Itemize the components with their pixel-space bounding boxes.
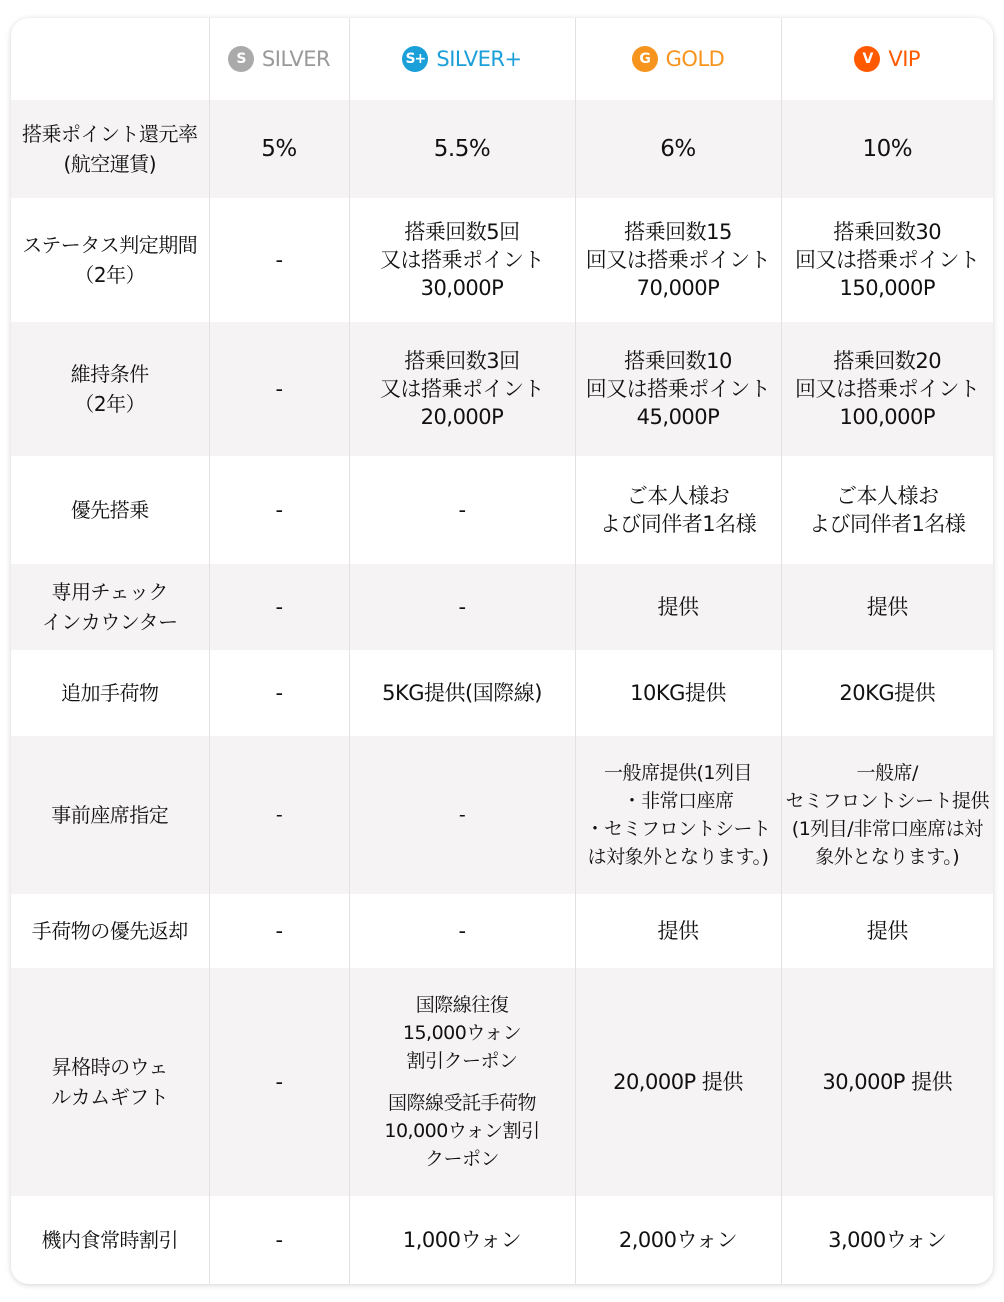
text-line: 70,000P bbox=[636, 276, 720, 300]
cell-silver-plus bbox=[349, 894, 575, 968]
text-line: 手荷物の優先返却 bbox=[31, 919, 188, 943]
cell-gold bbox=[575, 650, 781, 736]
text-line: ご本人様お bbox=[836, 484, 939, 508]
text-line: - bbox=[275, 1070, 283, 1094]
text-line: 5.5% bbox=[433, 136, 491, 162]
silver-plus-tier-badge-icon: S+ bbox=[402, 46, 428, 72]
cell-vip bbox=[781, 894, 993, 968]
text-line: - bbox=[275, 681, 283, 705]
text-line: （2年） bbox=[74, 263, 146, 287]
cell-silver bbox=[209, 198, 349, 322]
text-line: 国際線受託手荷物 bbox=[387, 1092, 536, 1114]
text-line: 1,000ウォン bbox=[402, 1228, 522, 1252]
cell-vip bbox=[781, 968, 993, 1196]
text-line: 搭乗回数30 bbox=[833, 220, 942, 244]
cell-silver-plus bbox=[349, 456, 575, 564]
text-line: 象外となります。) bbox=[815, 846, 960, 868]
cell-silver bbox=[209, 894, 349, 968]
row-boarding-point-rate bbox=[11, 100, 993, 198]
cell-silver-plus bbox=[349, 564, 575, 650]
text-line: - bbox=[275, 248, 283, 272]
text-line: 機内食常時割引 bbox=[41, 1228, 178, 1252]
text-line: インカウンター bbox=[41, 610, 178, 634]
text-line: 6% bbox=[660, 136, 696, 162]
text-line: 45,000P bbox=[636, 405, 720, 429]
text-line: 提供 bbox=[866, 595, 908, 619]
text-line: （2年） bbox=[74, 392, 146, 416]
text-line: 30,000P 提供 bbox=[822, 1070, 953, 1094]
text-line: - bbox=[275, 498, 283, 522]
text-line: - bbox=[458, 498, 466, 522]
tier-name: SILVER bbox=[261, 47, 331, 71]
row-priority-boarding bbox=[11, 456, 993, 564]
cell-gold bbox=[575, 322, 781, 456]
text-line: 提供 bbox=[657, 919, 699, 943]
text-line: 100,000P bbox=[839, 405, 935, 429]
cell-gold bbox=[575, 968, 781, 1196]
tier-benefits-table bbox=[11, 18, 993, 1284]
text-line: 10KG提供 bbox=[630, 681, 726, 705]
cell-gold bbox=[575, 198, 781, 322]
text-line: 5% bbox=[261, 136, 297, 162]
tier-name: GOLD bbox=[665, 47, 725, 71]
text-line: 追加手荷物 bbox=[61, 681, 159, 705]
gift-coupon-round-trip bbox=[354, 991, 571, 1075]
text-line: は対象外となります。) bbox=[587, 846, 769, 868]
text-line: 搭乗ポイント還元率 bbox=[22, 122, 198, 146]
tier-header-row bbox=[11, 18, 993, 100]
cell-gold bbox=[575, 736, 781, 894]
row-label bbox=[11, 650, 209, 736]
cell-gold bbox=[575, 100, 781, 198]
row-extra-baggage bbox=[11, 650, 993, 736]
text-line: 3,000ウォン bbox=[828, 1228, 947, 1252]
text-line: 回又は搭乗ポイント bbox=[795, 248, 980, 272]
text-line: 昇格時のウェ bbox=[51, 1055, 168, 1079]
cell-vip bbox=[781, 1196, 993, 1284]
row-label bbox=[11, 456, 209, 564]
text-line: ご本人様お bbox=[626, 484, 730, 508]
text-line: 提供 bbox=[657, 595, 699, 619]
text-line: 20,000P bbox=[420, 405, 504, 429]
text-line: 一般席提供(1列目 bbox=[603, 762, 752, 784]
row-label bbox=[11, 322, 209, 456]
text-line: 搭乗回数15 bbox=[624, 220, 732, 244]
text-line: 30,000P bbox=[420, 276, 504, 300]
text-line: 20KG提供 bbox=[839, 681, 936, 705]
cell-silver-plus bbox=[349, 198, 575, 322]
cell-silver bbox=[209, 322, 349, 456]
cell-gold bbox=[575, 456, 781, 564]
cell-vip bbox=[781, 322, 993, 456]
cell-silver bbox=[209, 736, 349, 894]
text-line: 10,000ウォン割引 bbox=[384, 1120, 540, 1142]
text-line: 回又は搭乗ポイント bbox=[585, 248, 771, 272]
text-line: 15,000ウォン bbox=[402, 1022, 522, 1044]
row-status-period bbox=[11, 198, 993, 322]
silver-tier-badge-icon: S bbox=[228, 46, 254, 72]
text-line: - bbox=[275, 595, 283, 619]
cell-vip bbox=[781, 736, 993, 894]
text-line: 搭乗回数5回 bbox=[404, 220, 520, 244]
text-line: 搭乗回数3回 bbox=[404, 349, 520, 373]
cell-vip bbox=[781, 198, 993, 322]
row-maintenance-condition bbox=[11, 322, 993, 456]
cell-silver-plus bbox=[349, 100, 575, 198]
row-seat-selection bbox=[11, 736, 993, 894]
text-line: 又は搭乗ポイント bbox=[380, 377, 544, 401]
cell-vip bbox=[781, 650, 993, 736]
row-inflight-meal-discount bbox=[11, 1196, 993, 1284]
text-line: 2,000ウォン bbox=[618, 1228, 738, 1252]
text-line: よび同伴者1名様 bbox=[599, 512, 757, 536]
cell-silver-plus bbox=[349, 968, 575, 1196]
cell-silver-plus bbox=[349, 322, 575, 456]
vip-tier-badge-icon: V bbox=[854, 46, 880, 72]
cell-silver bbox=[209, 100, 349, 198]
row-label bbox=[11, 564, 209, 650]
text-line: 国際線往復 bbox=[415, 994, 509, 1016]
cell-gold bbox=[575, 564, 781, 650]
text-line: 事前座席指定 bbox=[51, 803, 169, 827]
text-line: 維持条件 bbox=[70, 362, 149, 386]
tier-header-gold bbox=[575, 18, 781, 100]
text-line: (1列目/非常口座席は対 bbox=[791, 818, 983, 840]
text-line: 割引クーポン bbox=[406, 1050, 518, 1072]
row-label bbox=[11, 968, 209, 1196]
tier-name: VIP bbox=[888, 47, 921, 71]
text-line: 20,000P 提供 bbox=[613, 1070, 743, 1094]
cell-gold bbox=[575, 894, 781, 968]
text-line: クーポン bbox=[424, 1148, 499, 1170]
tier-header-vip bbox=[781, 18, 993, 100]
text-line: - bbox=[275, 804, 283, 826]
text-line: (航空運賃) bbox=[63, 152, 157, 176]
cell-gold bbox=[575, 1196, 781, 1284]
text-line: ・非常口座席 bbox=[622, 790, 734, 812]
cell-vip bbox=[781, 100, 993, 198]
cell-silver-plus bbox=[349, 650, 575, 736]
text-line: セミフロントシート提供 bbox=[785, 790, 990, 812]
text-line: 搭乗回数10 bbox=[624, 349, 732, 373]
header-empty-cell bbox=[11, 18, 209, 100]
row-label bbox=[11, 100, 209, 198]
cell-silver bbox=[209, 456, 349, 564]
cell-silver bbox=[209, 564, 349, 650]
text-line: - bbox=[275, 1228, 283, 1252]
row-welcome-gift bbox=[11, 968, 993, 1196]
text-line: 10% bbox=[862, 136, 913, 162]
tier-header-silver-plus bbox=[349, 18, 575, 100]
cell-silver-plus bbox=[349, 1196, 575, 1284]
text-line: 提供 bbox=[866, 919, 908, 943]
text-line: よび同伴者1名様 bbox=[809, 512, 966, 536]
text-line: - bbox=[458, 919, 466, 943]
gold-tier-badge-icon: G bbox=[632, 46, 658, 72]
cell-vip bbox=[781, 564, 993, 650]
text-line: 回又は搭乗ポイント bbox=[795, 377, 980, 401]
cell-silver bbox=[209, 968, 349, 1196]
text-line: 優先搭乗 bbox=[70, 498, 149, 522]
text-line: 5KG提供(国際線) bbox=[382, 681, 542, 705]
text-line: 搭乗回数20 bbox=[833, 349, 942, 373]
text-line: 回又は搭乗ポイント bbox=[585, 377, 771, 401]
text-line: 150,000P bbox=[839, 276, 935, 300]
row-dedicated-checkin bbox=[11, 564, 993, 650]
cell-silver-plus bbox=[349, 736, 575, 894]
text-line: ルカムギフト bbox=[51, 1085, 169, 1109]
row-label bbox=[11, 198, 209, 322]
membership-comparison-card bbox=[11, 18, 993, 1284]
text-line: ・セミフロントシート bbox=[585, 818, 771, 840]
tier-name: SILVER+ bbox=[436, 47, 522, 71]
text-line: - bbox=[275, 377, 283, 401]
tier-header-silver bbox=[209, 18, 349, 100]
text-line: - bbox=[275, 919, 283, 943]
text-line: - bbox=[458, 595, 466, 619]
gift-coupon-baggage bbox=[354, 1089, 571, 1173]
cell-vip bbox=[781, 456, 993, 564]
text-line: - bbox=[458, 804, 466, 826]
cell-silver bbox=[209, 1196, 349, 1284]
cell-silver bbox=[209, 650, 349, 736]
text-line: 又は搭乗ポイント bbox=[380, 248, 544, 272]
text-line: ステータス判定期間 bbox=[22, 233, 198, 257]
text-line: 専用チェック bbox=[51, 580, 168, 604]
row-label bbox=[11, 736, 209, 894]
row-label bbox=[11, 894, 209, 968]
row-label bbox=[11, 1196, 209, 1284]
row-priority-baggage bbox=[11, 894, 993, 968]
text-line: 一般席/ bbox=[856, 762, 918, 784]
